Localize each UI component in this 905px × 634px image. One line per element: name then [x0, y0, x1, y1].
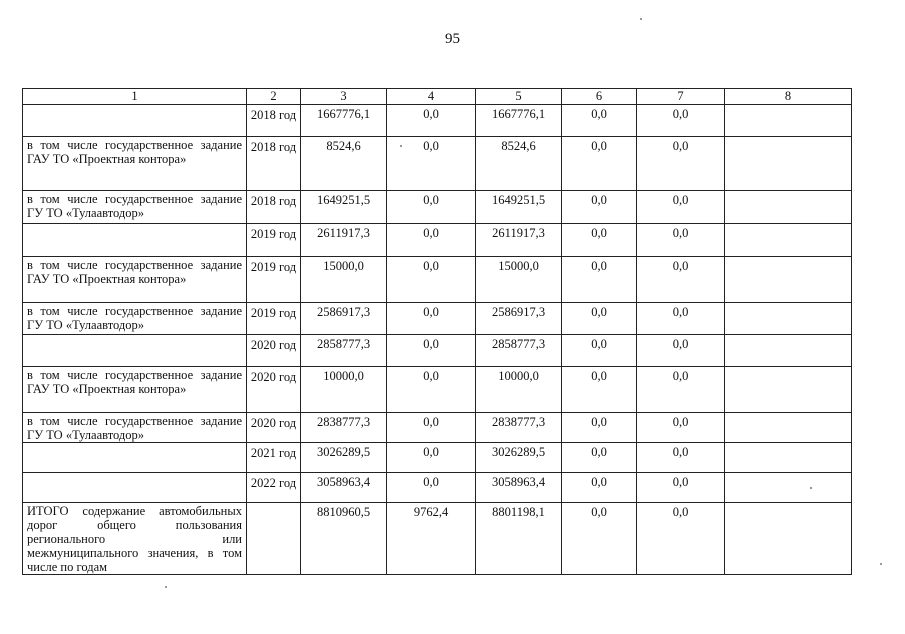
row-year: 2019 год — [247, 224, 301, 257]
cell-col5: 3026289,5 — [476, 443, 562, 473]
row-year: 2022 год — [247, 473, 301, 503]
cell-col8 — [725, 224, 852, 257]
cell-col6: 0,0 — [562, 303, 637, 335]
cell-col7: 0,0 — [637, 224, 725, 257]
cell-col3: 2858777,3 — [301, 335, 387, 367]
cell-col8 — [725, 367, 852, 413]
row-year: 2021 год — [247, 443, 301, 473]
table-row — [23, 473, 852, 503]
cell-col5: 10000,0 — [476, 367, 562, 413]
cell-col8 — [725, 137, 852, 191]
row-description — [23, 105, 247, 137]
row-year: 2020 год — [247, 367, 301, 413]
table-row — [23, 191, 852, 224]
column-number-row — [23, 89, 852, 105]
scan-speck — [165, 586, 167, 588]
cell-col7: 0,0 — [637, 105, 725, 137]
column-header: 1 — [23, 89, 247, 105]
cell-col4: 0,0 — [387, 257, 476, 303]
cell-col5: 3058963,4 — [476, 473, 562, 503]
cell-col4: 9762,4 — [387, 503, 476, 575]
row-year: 2020 год — [247, 335, 301, 367]
row-description: в том числе государственное задание ГАУ ТО «Проектная контора» — [23, 257, 247, 303]
row-description: в том числе государственное задание ГУ ТО «Тулаавтодор» — [23, 191, 247, 224]
table-row — [23, 413, 852, 443]
row-description — [23, 443, 247, 473]
cell-col7: 0,0 — [637, 303, 725, 335]
cell-col6: 0,0 — [562, 503, 637, 575]
cell-col8 — [725, 303, 852, 335]
cell-col5: 2611917,3 — [476, 224, 562, 257]
cell-col3: 3026289,5 — [301, 443, 387, 473]
table-row — [23, 303, 852, 335]
cell-col6: 0,0 — [562, 105, 637, 137]
column-header: 3 — [301, 89, 387, 105]
row-year: 2018 год — [247, 191, 301, 224]
cell-col3: 3058963,4 — [301, 473, 387, 503]
cell-col7: 0,0 — [637, 367, 725, 413]
row-description: ИТОГО содержание автомобильных дорог общего пользования регионального или межмуниципального значения, в том числе по годам — [23, 503, 247, 575]
cell-col8 — [725, 105, 852, 137]
column-header: 2 — [247, 89, 301, 105]
column-header: 8 — [725, 89, 852, 105]
row-description: в том числе государственное задание ГАУ ТО «Проектная контора» — [23, 137, 247, 191]
column-header: 7 — [637, 89, 725, 105]
table-row — [23, 335, 852, 367]
cell-col3: 8524,6 — [301, 137, 387, 191]
cell-col6: 0,0 — [562, 473, 637, 503]
cell-col5: 8524,6 — [476, 137, 562, 191]
cell-col4: 0,0 — [387, 137, 476, 191]
cell-col4: 0,0 — [387, 191, 476, 224]
cell-col8 — [725, 443, 852, 473]
cell-col4: 0,0 — [387, 105, 476, 137]
cell-col8 — [725, 335, 852, 367]
table-row — [23, 137, 852, 191]
cell-col8 — [725, 503, 852, 575]
cell-col5: 1667776,1 — [476, 105, 562, 137]
cell-col7: 0,0 — [637, 413, 725, 443]
table-row — [23, 367, 852, 413]
row-description — [23, 473, 247, 503]
cell-col7: 0,0 — [637, 137, 725, 191]
cell-col4: 0,0 — [387, 473, 476, 503]
scan-speck — [400, 145, 402, 147]
cell-col8 — [725, 473, 852, 503]
cell-col3: 8810960,5 — [301, 503, 387, 575]
scan-speck — [640, 18, 642, 20]
table-body — [23, 89, 852, 575]
cell-col5: 2586917,3 — [476, 303, 562, 335]
cell-col5: 15000,0 — [476, 257, 562, 303]
cell-col4: 0,0 — [387, 367, 476, 413]
row-year: 2018 год — [247, 105, 301, 137]
column-header: 6 — [562, 89, 637, 105]
cell-col3: 2611917,3 — [301, 224, 387, 257]
table-row — [23, 503, 852, 575]
cell-col3: 15000,0 — [301, 257, 387, 303]
cell-col4: 0,0 — [387, 413, 476, 443]
cell-col6: 0,0 — [562, 191, 637, 224]
row-description: в том числе государственное задание ГУ ТО «Тулаавтодор» — [23, 303, 247, 335]
cell-col3: 1667776,1 — [301, 105, 387, 137]
cell-col8 — [725, 413, 852, 443]
table-row — [23, 105, 852, 137]
row-description — [23, 224, 247, 257]
cell-col6: 0,0 — [562, 413, 637, 443]
scan-speck — [810, 487, 812, 489]
cell-col5: 1649251,5 — [476, 191, 562, 224]
cell-col3: 2586917,3 — [301, 303, 387, 335]
cell-col6: 0,0 — [562, 443, 637, 473]
row-year — [247, 503, 301, 575]
cell-col4: 0,0 — [387, 303, 476, 335]
cell-col7: 0,0 — [637, 473, 725, 503]
table-row — [23, 224, 852, 257]
row-year: 2019 год — [247, 257, 301, 303]
page-number: 95 — [445, 31, 460, 47]
cell-col6: 0,0 — [562, 137, 637, 191]
cell-col5: 2858777,3 — [476, 335, 562, 367]
cell-col4: 0,0 — [387, 443, 476, 473]
cell-col5: 2838777,3 — [476, 413, 562, 443]
cell-col8 — [725, 257, 852, 303]
cell-col4: 0,0 — [387, 335, 476, 367]
row-description: в том числе государственное задание ГУ ТО «Тулаавтодор» — [23, 413, 247, 443]
row-description — [23, 335, 247, 367]
row-year: 2019 год — [247, 303, 301, 335]
cell-col6: 0,0 — [562, 335, 637, 367]
row-year: 2018 год — [247, 137, 301, 191]
cell-col7: 0,0 — [637, 191, 725, 224]
cell-col7: 0,0 — [637, 503, 725, 575]
table-row — [23, 443, 852, 473]
row-year: 2020 год — [247, 413, 301, 443]
cell-col6: 0,0 — [562, 257, 637, 303]
cell-col7: 0,0 — [637, 257, 725, 303]
table-row — [23, 257, 852, 303]
cell-col3: 1649251,5 — [301, 191, 387, 224]
cell-col3: 10000,0 — [301, 367, 387, 413]
scan-speck — [880, 563, 882, 565]
column-header: 4 — [387, 89, 476, 105]
column-header: 5 — [476, 89, 562, 105]
budget-table — [22, 88, 852, 575]
cell-col6: 0,0 — [562, 367, 637, 413]
row-description: в том числе государственное задание ГАУ ТО «Проектная контора» — [23, 367, 247, 413]
cell-col3: 2838777,3 — [301, 413, 387, 443]
cell-col8 — [725, 191, 852, 224]
cell-col7: 0,0 — [637, 443, 725, 473]
cell-col5: 8801198,1 — [476, 503, 562, 575]
cell-col4: 0,0 — [387, 224, 476, 257]
cell-col7: 0,0 — [637, 335, 725, 367]
cell-col6: 0,0 — [562, 224, 637, 257]
